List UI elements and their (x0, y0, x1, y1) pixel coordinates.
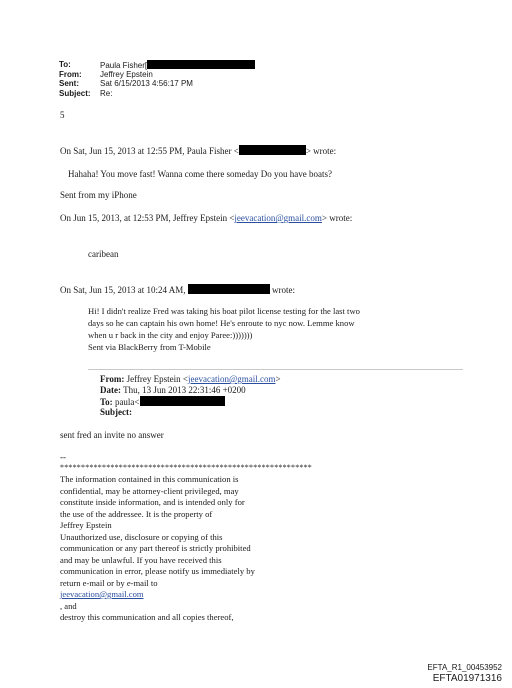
disclaimer-line: communication or any part thereof is strictly prohibited (60, 543, 251, 553)
subject-value: Re: (100, 88, 113, 98)
disclaimer-line: the use of the addressee. It is the property of (60, 508, 213, 519)
disclaimer-line: The information contained in this communication is (60, 474, 239, 484)
disclaimer-line: confidential, may be attorney-client privileged, may (60, 485, 239, 496)
msg2-intro: On Jun 15, 2013, at 12:53 PM, Jeffrey Epstein <jeevacation@gmail.com> wrote: (60, 213, 353, 223)
disclaimer-line: destroy this communication and all copies thereof, (60, 612, 234, 622)
body-number: 5 (60, 110, 65, 120)
orig-subject: Subject: (100, 407, 132, 417)
msg3-line: when u r back in the city and enjoy Paree:))))))) (88, 330, 253, 340)
quote-divider (88, 369, 463, 370)
redaction-box (239, 145, 306, 155)
disclaimer-line: communication in error, please notify us immediately by (60, 566, 255, 576)
disclaimer-line: and may be unlawful. If you have received this (60, 554, 222, 565)
msg1-text: Hahaha! You move fast! Wanna come there someday Do you have boats? (68, 169, 333, 179)
orig-from: From: Jeffrey Epstein <jeevacation@gmail.com> (100, 374, 281, 384)
orig-body: sent fred an invite no answer (60, 430, 164, 440)
signature-dash: -- (60, 452, 66, 462)
signature-separator: ************************************************************ (60, 463, 312, 472)
redaction-box (140, 396, 225, 406)
msg3-line: Sent via BlackBerry from T-Mobile (88, 342, 211, 352)
disclaimer-line: Unauthorized use, disclosure or copying of this (60, 531, 223, 542)
disclaimer-line: constitute inside information, and is intended only for (60, 497, 245, 507)
orig-date: Date: Thu, 13 Jun 2013 22:31:46 +0200 (100, 385, 246, 395)
redaction-box (188, 284, 270, 294)
footer-id-1: EFTA_R1_00453952 (427, 663, 502, 672)
from-label: From: (59, 69, 82, 79)
to-label: To: (59, 60, 71, 69)
disclaimer (60, 474, 320, 624)
email-link[interactable]: jeevacation@gmail.com (187, 374, 276, 384)
redaction-box (147, 60, 255, 69)
orig-to: To: paula< (100, 396, 225, 408)
footer-id-2: EFTA01971316 (432, 673, 502, 684)
disclaimer-line: return e-mail or by e-mail to jeevacation@gmail.com , and (60, 578, 320, 613)
msg1-signature: Sent from my iPhone (60, 190, 137, 200)
msg3-line: Hi! I didn't realize Fred was taking his boat pilot license testing for the last two (88, 306, 360, 316)
msg3-intro: On Sat, Jun 15, 2013 at 10:24 AM, wrote: (60, 285, 296, 295)
disclaimer-line: Jeffrey Epstein (60, 520, 112, 530)
msg1-intro: On Sat, Jun 15, 2013 at 12:55 PM, Paula Fisher < > wrote: (60, 146, 337, 156)
msg2-text: caribean (88, 249, 119, 259)
subject-label: Subject: (59, 88, 91, 98)
msg3-line: days so he can captain his own home! He's enroute to nyc now. Lemme know (88, 318, 355, 328)
email-link[interactable]: jeevacation@gmail.com (234, 213, 322, 223)
email-link[interactable]: jeevacation@gmail.com (60, 589, 144, 599)
from-value: Jeffrey Epstein (100, 69, 153, 79)
to-value: Paula Fisher[ (100, 60, 255, 71)
sent-label: Sent: (59, 79, 79, 88)
sent-value: Sat 6/15/2013 4:56:17 PM (100, 79, 193, 88)
